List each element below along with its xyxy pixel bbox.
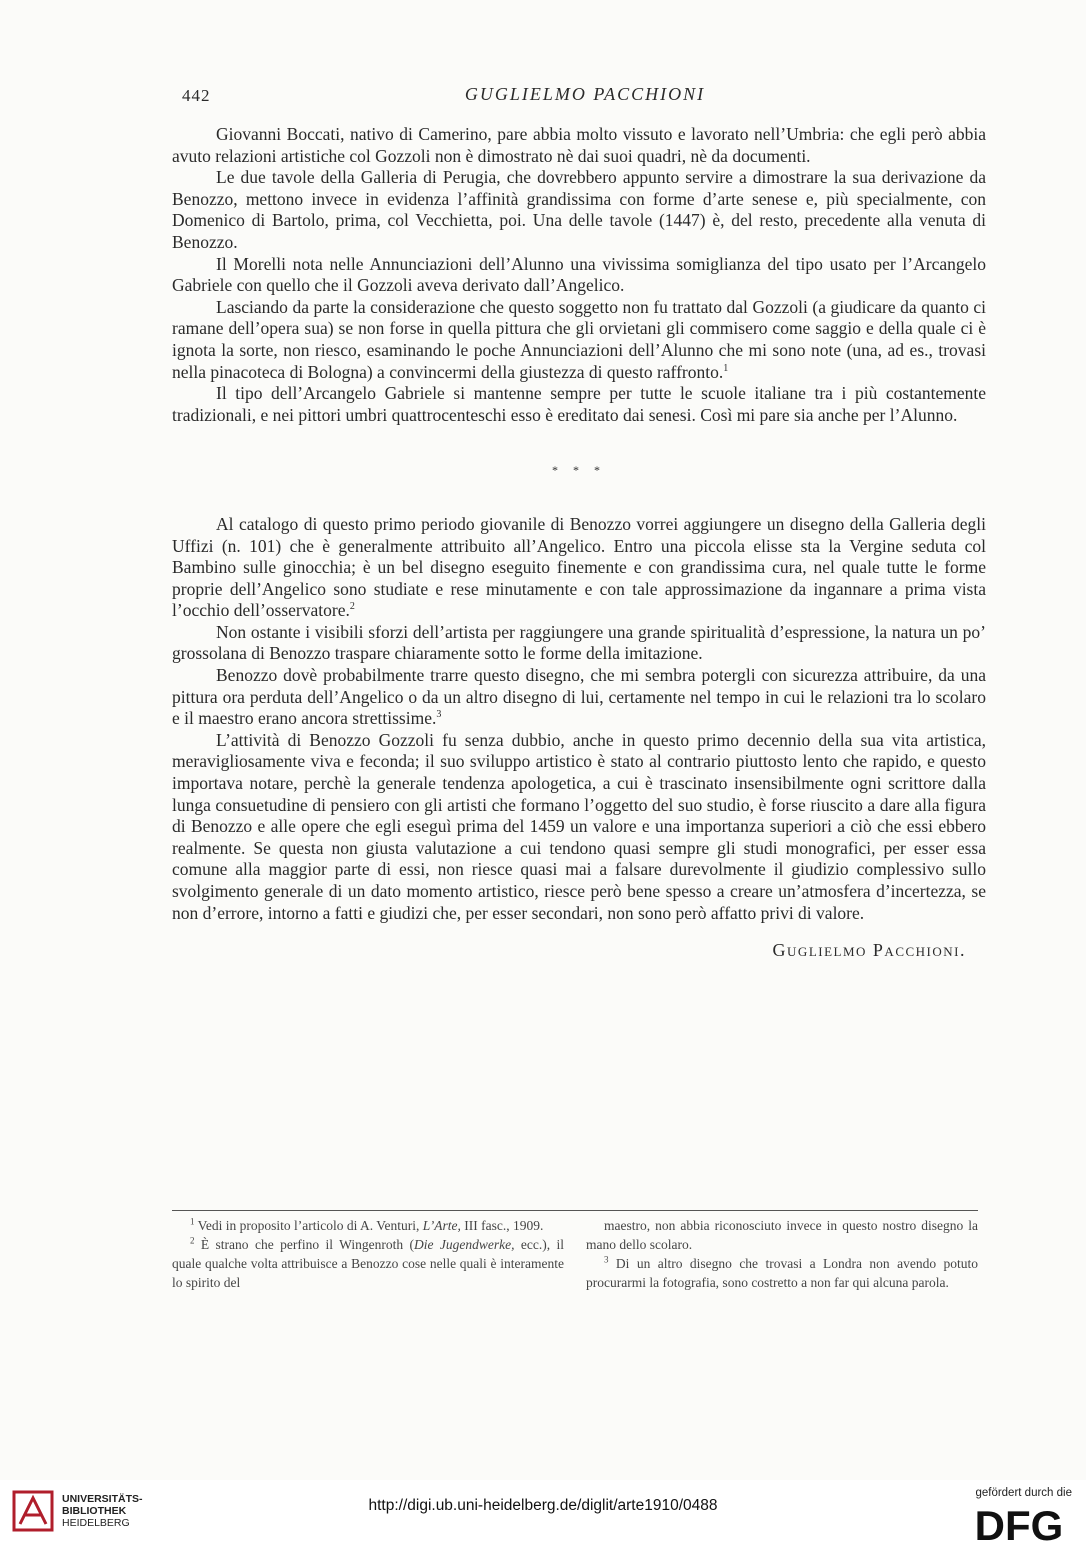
- footnote-italic-title: Die Jugendwerke,: [413, 1237, 515, 1252]
- library-name-line: BIBLIOTHEK: [62, 1505, 127, 1517]
- footnote: [172, 1216, 564, 1235]
- digitization-footer: [0, 1480, 1086, 1551]
- footnote-italic-title: L’Arte,: [422, 1218, 461, 1233]
- paragraph-text: Le due tavole della Galleria di Perugia, che dovrebbero appunto servire a dimostrare la sua derivazione da Benozzo, mettono invece in evidenza l’affinità grandissima con forme d’arte senese e, più specialmente, con Domenico di Bartolo, prima, col Vecchietta, poi. Una delle tavole (1447) è, del resto, precedente alla venuta di Benozzo.: [172, 167, 986, 252]
- footnote: [586, 1254, 978, 1292]
- paragraph: [172, 254, 986, 297]
- footnote-reference: 2: [349, 601, 355, 613]
- footnote-reference: 1: [723, 362, 729, 374]
- footnote-mark: 3: [604, 1254, 609, 1265]
- dfg-logo-icon: [966, 1504, 1072, 1544]
- article-body: [172, 124, 986, 962]
- footnote-text-continued: III fasc., 1909.: [460, 1218, 544, 1233]
- footnote-text: Vedi in proposito l’articolo di A. Venturi,: [197, 1218, 423, 1233]
- footnote-divider: [172, 1210, 978, 1211]
- library-name-line: HEIDELBERG: [62, 1517, 130, 1529]
- footnote-reference: 3: [436, 709, 442, 721]
- section-2: [172, 514, 986, 924]
- footnotes-left-column: [172, 1216, 564, 1292]
- paragraph: [172, 622, 986, 665]
- footnote-text: È strano che perfino il Wingenroth (: [200, 1237, 414, 1252]
- running-title: GUGLIELMO PACCHIONI: [464, 84, 706, 104]
- digital-object-url[interactable]: http://digi.ub.uni-heidelberg.de/diglit/arte1910/0488: [368, 1497, 718, 1514]
- author-signature: Guglielmo Pacchioni.: [772, 940, 966, 961]
- dfg-logo-text: DFG: [974, 1504, 1064, 1544]
- footnote-text: Di un altro disegno che trovasi a Londra non avendo potuto procurarmi la fotografia, sono costretto a non far qui alcuna parola.: [586, 1256, 978, 1290]
- paragraph-text: Lasciando da parte la considerazione che questo soggetto non fu trattato dal Gozzoli (a giudicare da quanto ci ramane dell’opera sua) se non forse in quella pittura che gli orvietani gli commisero come saggio e della quale ci è ignota la sorte, non riesco, esaminando le poche Annunciazioni dell’Alunno che mi sono note (una, ad es., trovasi nella pinacoteca di Bologna) a convincermi della giustezza di questo raffronto.: [172, 296, 986, 382]
- section-separator: * * *: [552, 463, 606, 478]
- paragraph: [172, 514, 986, 622]
- footnote: [172, 1235, 564, 1292]
- paragraph: [172, 665, 986, 730]
- paragraph: [172, 167, 986, 253]
- paragraph-text: Il Morelli nota nelle Annunciazioni dell’Alunno una vivissima somiglianza del tipo usato per l’Arcangelo Gabriele con quello che il Gozzoli aveva derivato dall’Angelico.: [172, 253, 986, 296]
- page-header: [182, 84, 988, 114]
- footnote-text-continued: ecc.), il quale qualche volta attribuisce a Benozzo cose nelle quali è interamente lo spirito del: [172, 1237, 564, 1290]
- paragraph-text: Al catalogo di questo primo periodo giovanile di Benozzo vorrei aggiungere un disegno della Galleria degli Uffizi (n. 101) che è generalmente attribuito all’Angelico. Entro una piccola elisse sta la Vergine seduta col Bambino sulle ginocchia; è un bel disegno eseguito finemente e con grandissima cura, nel quale tutte le forme proprie dell’Angelico sono studiate e rese minutamente e con tale approssimazione da ingannare a prima vista l’occhio dell’osservatore.: [172, 513, 986, 621]
- footnotes-right-column: [586, 1216, 978, 1292]
- paragraph: [172, 383, 986, 426]
- footnote-text: maestro, non abbia riconosciuto invece in questo nostro disegno la mano dello scolaro.: [586, 1218, 978, 1252]
- paragraph: [172, 730, 986, 924]
- funded-by-label: gefördert durch die: [975, 1487, 1072, 1499]
- section-1: [172, 124, 986, 426]
- paragraph: [172, 124, 986, 167]
- paragraph-text: Benozzo dovè probabilmente trarre questo disegno, che mi sembra potergli con sicurezza attribuire, da una pittura ora perduta dell’Angelico o da un altro disegno di lui, certamente nel tempo in cui le relazioni tra lo scolaro e il maestro erano ancora strettissime.: [172, 665, 986, 729]
- footnote: [586, 1216, 978, 1254]
- page-number: 442: [182, 86, 211, 105]
- footnote-mark: 1: [190, 1216, 195, 1227]
- paragraph-text: Il tipo dell’Arcangelo Gabriele si mantenne sempre per tutte le scuole italiane tra i più costantemente tradizionali, e nei pittori umbri quattrocenteschi esso è ereditato dai senesi. Così mi pare sia anche per l’Alunno.: [172, 383, 986, 425]
- paragraph: [172, 297, 986, 383]
- paragraph-text: L’attività di Benozzo Gozzoli fu senza dubbio, anche in questo primo decennio della sua vita artistica, meravigliosamente viva e feconda; il suo sviluppo artistico è stato al contrario piuttosto lento che rapido, e questo importava notare, perchè la generale tendenza apologetica, a cui è trascinato insensibilmente ogni scrittore dalla lunga consuetudine di pensiero con gli artisti che formano l’oggetto del suo studio, è forse riuscito a dare alla figura di Benozzo e alle opere che egli eseguì prima del 1459 un valore e una importanza superiori a ciò che essi ebbero realmente. Se questa non giusta valutazione a cui tendono quasi sempre gli studi monografici, per esser essa comune alla maggior parte di essi, non riesce quasi mai a falsare durevolmente il giudizio complessivo sullo svolgimento generale di un dato momento artistico, riesce però bene spesso a creare un’atmosfera d’incertezza, se non d’errore, intorno a fatti e giudizi che, per esser secondari, non sono però affatto privi di valore.: [172, 729, 986, 923]
- paragraph-text: Non ostante i visibili sforzi dell’artista per raggiungere una grande spiritualità d’espressione, la natura un po’ grossolana di Benozzo traspare chiaramente sotto le forme della imitazione.: [172, 621, 986, 664]
- library-name-line: UNIVERSITÄTS-: [62, 1493, 143, 1505]
- paragraph-text: Giovanni Boccati, nativo di Camerino, pare abbia molto vissuto e lavorato nell’Umbria: che egli però abbia avuto relazioni artistiche col Gozzoli non è dimostrato nè dai suoi quadri, nè da documenti.: [172, 124, 986, 166]
- footnotes: [172, 1216, 978, 1292]
- footnote-mark: 2: [190, 1235, 195, 1246]
